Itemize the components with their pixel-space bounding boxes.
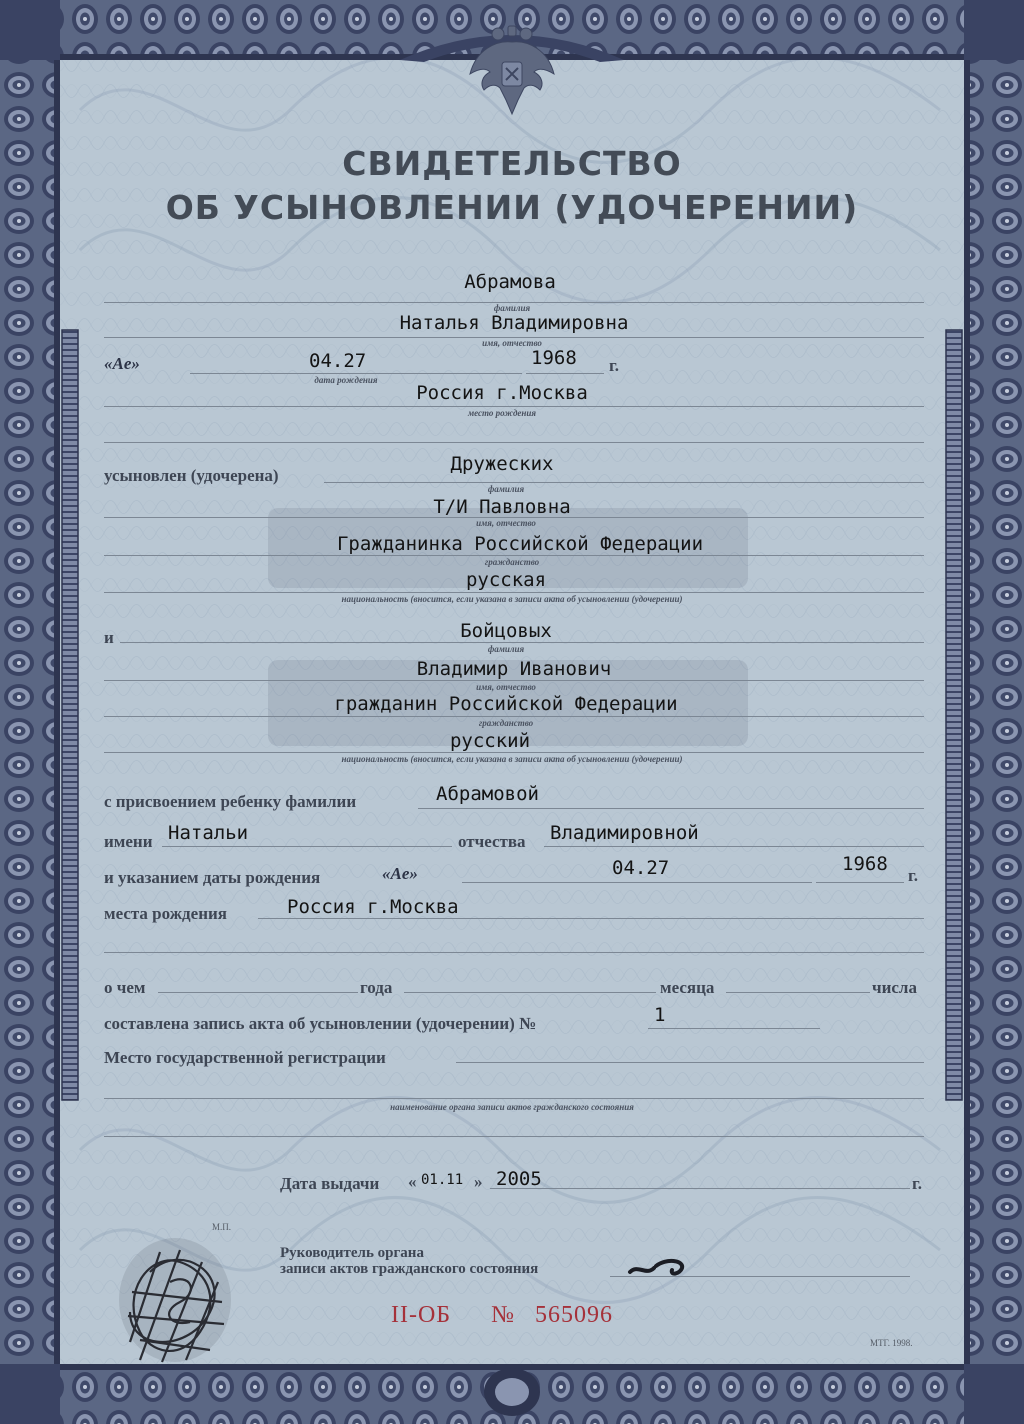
- issue-date: 01.11: [421, 1172, 464, 1188]
- issue-year-suffix: г.: [912, 1174, 923, 1193]
- child-birth-year: 1968: [531, 347, 577, 369]
- adopted-label: усыновлен (удочерена): [104, 466, 279, 485]
- rule: [104, 1136, 924, 1137]
- rule: [104, 406, 924, 407]
- caption-birth-place: место рождения: [467, 408, 537, 418]
- assigned-place: Россия г.Москва: [287, 896, 459, 918]
- rule: [404, 992, 656, 993]
- adopter2-citizenship: гражданин Российской Федерации: [334, 693, 678, 715]
- rule: [490, 1188, 910, 1189]
- assigned-birth-date: 04.27: [612, 857, 670, 879]
- assigned-year-suffix: г.: [908, 866, 919, 885]
- child-birth-place: Россия г.Москва: [416, 382, 588, 404]
- child-year-suffix: г.: [609, 356, 620, 375]
- caption-surname: фамилия: [487, 484, 525, 494]
- certificate-title-line1: СВИДЕТЕЛЬСТВО: [342, 144, 682, 183]
- caption-registration: наименование органа записи актов гражданского состояния: [390, 1102, 634, 1112]
- child-surname: Абрамова: [464, 271, 556, 293]
- assigned-patronymic: Владимировной: [550, 822, 699, 844]
- record-number: 1: [654, 1004, 666, 1026]
- adopter2-surname: Бойцовых: [460, 620, 552, 642]
- assigned-name: Натальи: [168, 822, 249, 844]
- rule: [190, 373, 522, 374]
- official-seal-icon: [110, 1232, 240, 1372]
- caption-citizenship: гражданство: [484, 557, 540, 567]
- number-sign: №: [491, 1302, 515, 1328]
- rule: [162, 846, 452, 847]
- caption-surname: фамилия: [493, 303, 531, 313]
- rule: [324, 482, 924, 483]
- rule: [120, 642, 924, 643]
- child-birth-date: 04.27: [309, 350, 367, 372]
- rule: [456, 1062, 924, 1063]
- rule: [726, 992, 870, 993]
- issue-label: Дата выдачи: [280, 1174, 380, 1193]
- record-about-label: о чем: [104, 978, 146, 997]
- assigned-birth-day-mark: «Ae»: [382, 864, 418, 883]
- caption-name: имя, отчество: [476, 518, 536, 528]
- head-label-line1: Руководитель органа: [280, 1245, 424, 1261]
- record-year-label: года: [360, 978, 393, 997]
- caption-name: имя, отчество: [482, 338, 542, 348]
- certificate-number: 565096: [535, 1302, 613, 1328]
- seal-label: М.П.: [212, 1222, 232, 1232]
- rule: [526, 373, 604, 374]
- child-birth-day-mark: «Ae»: [104, 354, 140, 373]
- head-label-line2: записи актов гражданского состояния: [280, 1261, 539, 1277]
- record-day-label: числа: [872, 978, 917, 997]
- adopter1-surname: Дружеских: [450, 453, 554, 475]
- caption-nationality: национальность (вносится, если указана в записи акта об усыновлении (удочерении): [341, 754, 683, 764]
- printer-mark: МТГ. 1998.: [870, 1338, 913, 1348]
- issue-quote-open: «: [408, 1172, 417, 1191]
- signature-icon: [626, 1254, 696, 1280]
- certificate-serial: [391, 1302, 613, 1329]
- rule: [104, 442, 924, 443]
- rule: [158, 992, 358, 993]
- record-label: составлена запись акта об усыновлении (удочерении) №: [104, 1014, 537, 1033]
- rule: [816, 882, 904, 883]
- assigned-patronymic-label: отчества: [458, 832, 526, 851]
- rule: [544, 846, 924, 847]
- certificate-title-line2: ОБ УСЫНОВЛЕНИИ (УДОЧЕРЕНИИ): [165, 188, 859, 227]
- assigned-birth-year: 1968: [842, 853, 888, 875]
- rule: [104, 555, 924, 556]
- rule: [104, 716, 924, 717]
- rule: [104, 952, 924, 953]
- assigned-surname-label: с присвоением ребенку фамилии: [104, 792, 357, 811]
- rule: [462, 882, 812, 883]
- issue-year: 2005: [496, 1168, 542, 1190]
- rule: [104, 592, 924, 593]
- rule: [258, 918, 924, 919]
- record-month-label: месяца: [660, 978, 715, 997]
- adopter2-nationality: русский: [449, 730, 531, 752]
- caption-citizenship: гражданство: [478, 718, 534, 728]
- assigned-surname: Абрамовой: [436, 783, 539, 805]
- assigned-place-label: места рождения: [104, 904, 227, 923]
- rule: [104, 1098, 924, 1099]
- assigned-birth-label: и указанием даты рождения: [104, 868, 321, 887]
- assigned-name-label: имени: [104, 832, 153, 851]
- caption-surname: фамилия: [487, 644, 525, 654]
- caption-name: имя, отчество: [476, 682, 536, 692]
- rule: [648, 1028, 820, 1029]
- caption-nationality: национальность (вносится, если указана в записи акта об усыновлении (удочерении): [341, 594, 683, 604]
- rule: [104, 680, 924, 681]
- adopter1-citizenship: Гражданинка Российской Федерации: [336, 533, 704, 555]
- child-name-patronymic: Наталья Владимировна: [399, 312, 629, 334]
- adopter2-name-patronymic: Владимир Иванович: [416, 658, 612, 680]
- and-label: и: [104, 628, 114, 647]
- issue-quote-close: »: [474, 1172, 483, 1191]
- registration-label: Место государственной регистрации: [104, 1048, 386, 1067]
- rule: [418, 808, 924, 809]
- caption-birth-date: дата рождения: [314, 375, 378, 385]
- adopter1-name-patronymic: Т/И Павловна: [433, 496, 571, 518]
- rule: [104, 752, 924, 753]
- adopter1-nationality: русская: [465, 569, 547, 591]
- series: II-ОБ: [391, 1302, 452, 1328]
- russian-coat-of-arms-icon: [466, 24, 558, 120]
